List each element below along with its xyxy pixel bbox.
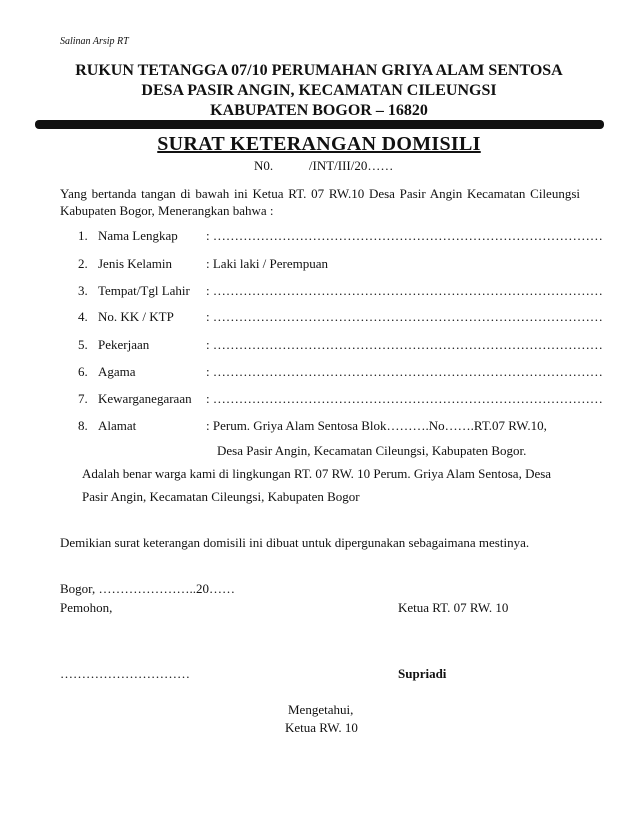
field-value: : ……………………………………………………………………………… — [206, 391, 603, 406]
field-number: 6. — [78, 364, 88, 379]
field-label: Kewarganegaraan — [98, 391, 192, 406]
acknowledged-label: Mengetahui, — [288, 702, 354, 717]
field-value: : ……………………………………………………………………………… — [206, 228, 603, 243]
field-religion — [78, 364, 603, 380]
field-occupation — [78, 337, 603, 353]
field-value: : ……………………………………………………………………………… — [206, 337, 603, 352]
header-line-2: DESA PASIR ANGIN, KECAMATAN CILEUNGSI — [141, 82, 497, 99]
field-number: 8. — [78, 418, 88, 433]
header-line-1: RUKUN TETANGGA 07/10 PERUMAHAN GRIYA ALAM SENTOSA — [75, 62, 563, 79]
field-value: : ……………………………………………………………………………… — [206, 283, 603, 298]
field-gender — [78, 256, 329, 272]
statement-line-1: Adalah benar warga kami di lingkungan RT. 07 RW. 10 Perum. Griya Alam Sentosa, Desa — [82, 466, 552, 481]
field-label: No. KK / KTP — [98, 309, 174, 324]
field-kk-ktp — [78, 309, 603, 325]
field-number: 2. — [78, 256, 88, 271]
field-value: : ……………………………………………………………………………… — [206, 364, 603, 379]
applicant-label: Pemohon, — [60, 600, 113, 615]
archive-note: Salinan Arsip RT — [60, 36, 129, 47]
field-label: Nama Lengkap — [98, 228, 178, 243]
address-line-2: Desa Pasir Angin, Kecamatan Cileungsi, Kabupaten Bogor. — [217, 443, 527, 458]
field-value: : ……………………………………………………………………………… — [206, 309, 603, 324]
field-label: Agama — [98, 364, 136, 379]
field-number: 3. — [78, 283, 88, 298]
field-value: : Laki laki / Perempuan — [206, 256, 329, 271]
place-date: Bogor, …………………..20…… — [60, 581, 235, 596]
rt-chief-label: Ketua RT. 07 RW. 10 — [398, 600, 509, 615]
field-address — [78, 418, 547, 434]
field-full-name — [78, 228, 603, 244]
applicant-signature-line: ………………………… — [60, 666, 190, 681]
field-label: Alamat — [98, 418, 137, 433]
statement-line-2: Pasir Angin, Kecamatan Cileungsi, Kabupaten Bogor — [82, 489, 360, 504]
field-citizenship — [78, 391, 603, 407]
field-number: 7. — [78, 391, 88, 406]
document-number: N0. /INT/III/20…… — [254, 158, 394, 173]
field-label: Pekerjaan — [98, 337, 150, 352]
field-number: 1. — [78, 228, 88, 243]
rt-chief-name: Supriadi — [398, 666, 447, 681]
closing-sentence: Demikian surat keterangan domisili ini dibuat untuk dipergunakan sebagaimana mestinya. — [60, 535, 530, 550]
field-value: : Perum. Griya Alam Sentosa Blok……….No…….RT.07 RW.10, — [206, 418, 547, 433]
header-line-3: KABUPATEN BOGOR – 16820 — [210, 102, 428, 119]
field-number: 4. — [78, 309, 88, 324]
field-label: Tempat/Tgl Lahir — [98, 283, 190, 298]
document-title: SURAT KETERANGAN DOMISILI — [157, 133, 481, 155]
field-birth-place-date — [78, 283, 603, 299]
header-divider — [35, 120, 604, 129]
field-number: 5. — [78, 337, 88, 352]
field-label: Jenis Kelamin — [98, 256, 173, 271]
intro-paragraph: Yang bertanda tangan di bawah ini Ketua RT. 07 RW.10 Desa Pasir Angin Kecamatan Cileungsi Kabupaten Bogor, Menerangkan bahwa : — [60, 186, 580, 218]
rw-chief-label: Ketua RW. 10 — [285, 720, 358, 735]
